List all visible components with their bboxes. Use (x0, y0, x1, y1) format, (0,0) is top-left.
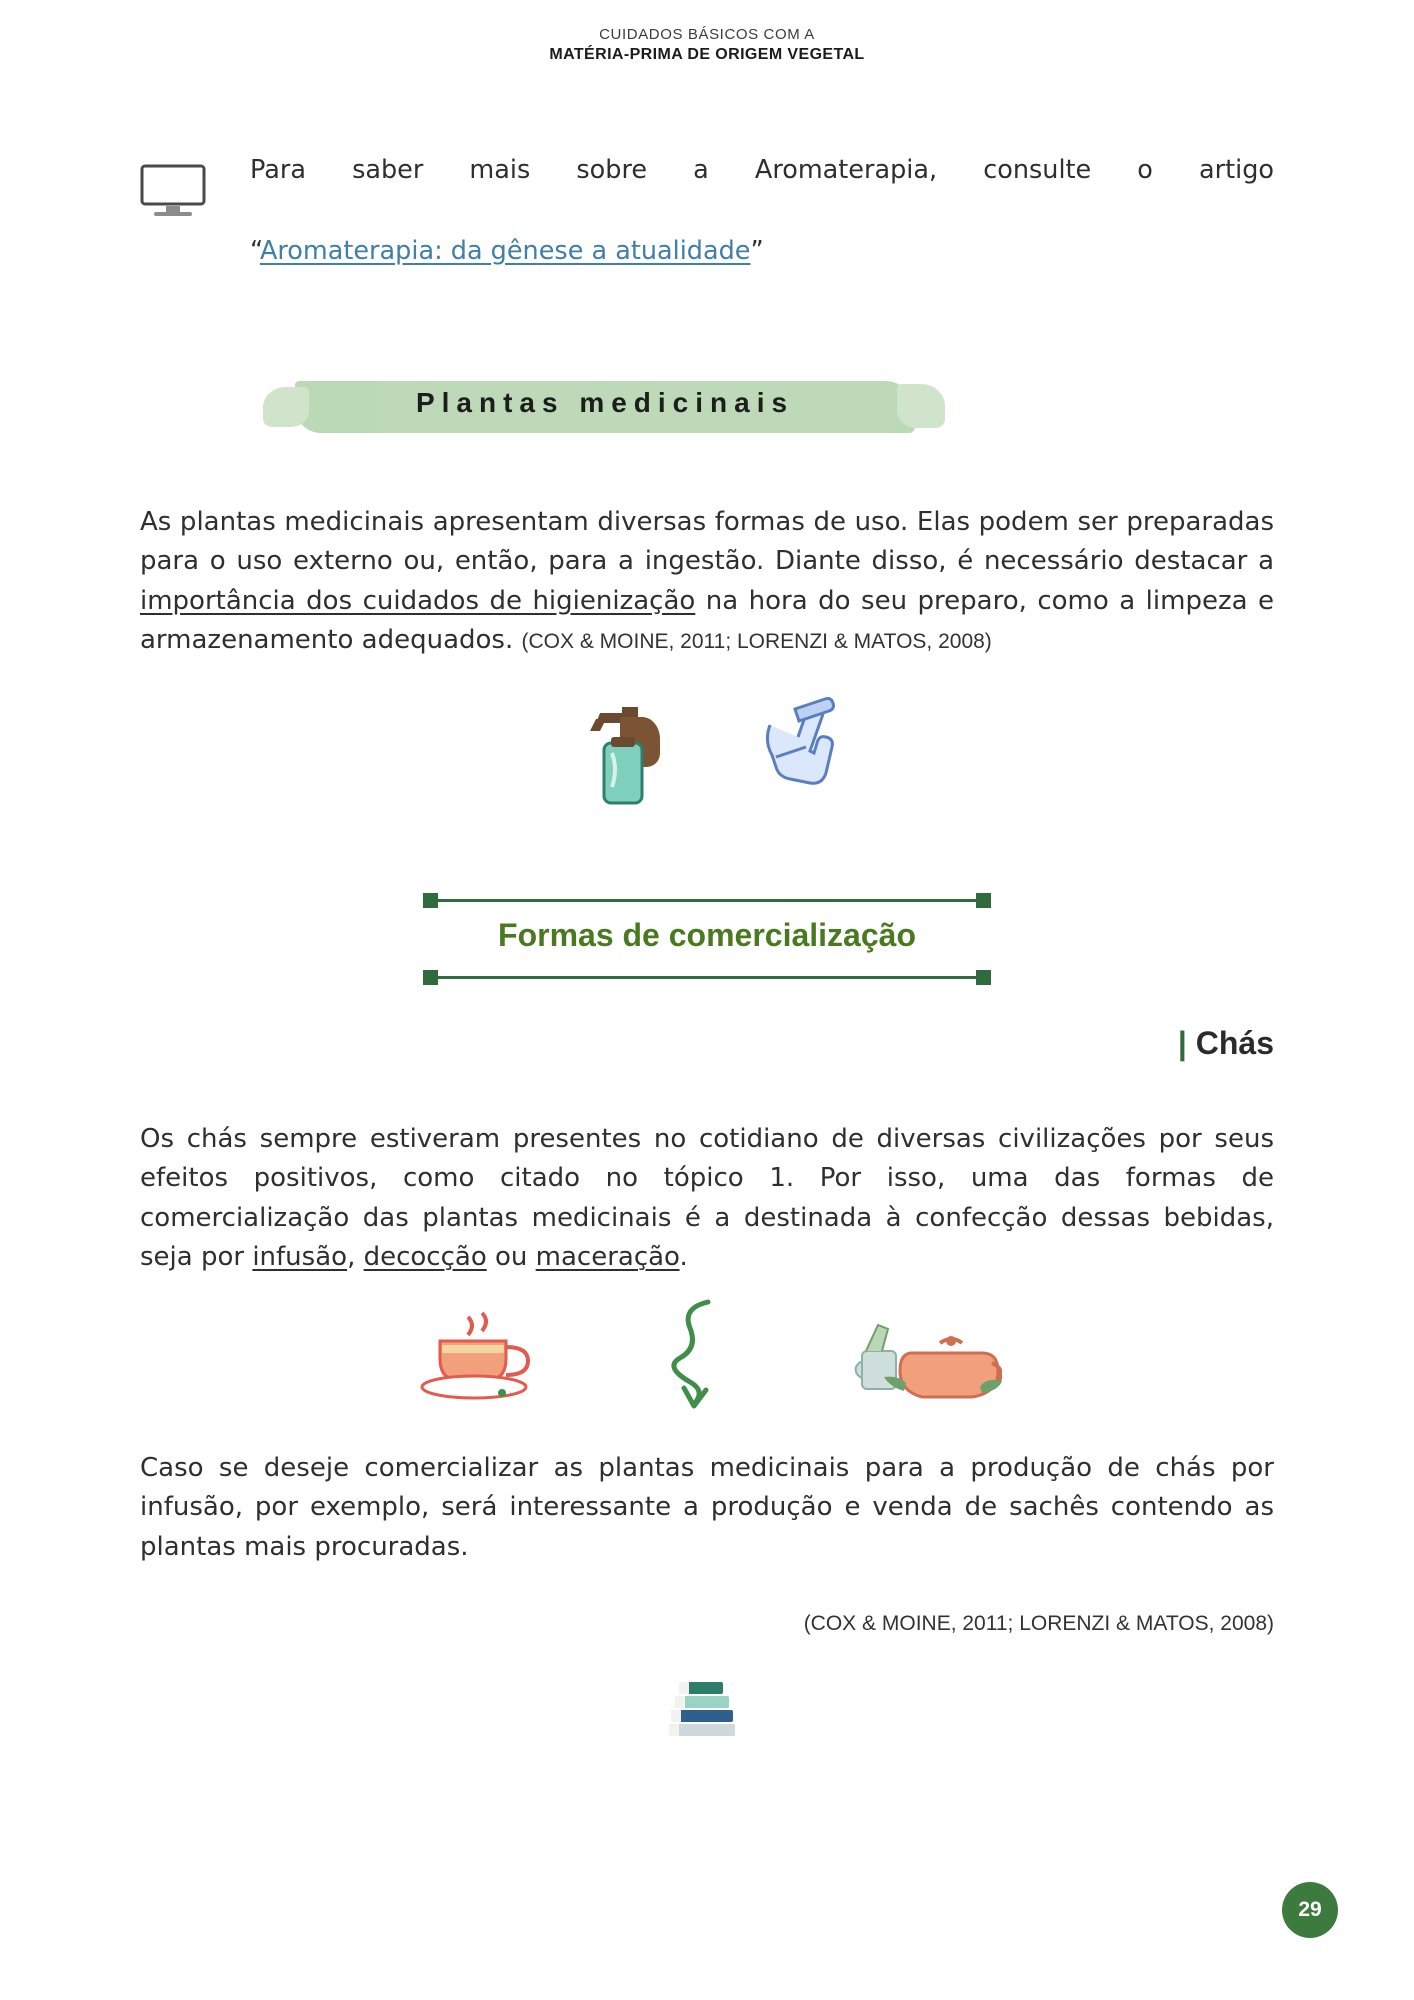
header-subtitle: CUIDADOS BÁSICOS COM A (599, 26, 815, 43)
page-number-badge: 29 (1282, 1882, 1338, 1938)
heading-cap-bottom-right (976, 970, 991, 985)
header-title: MATÉRIA-PRIMA DE ORIGEM VEGETAL (549, 45, 865, 63)
subsection-pipe: | (1177, 1024, 1187, 1061)
tea-icons-row (140, 1296, 1274, 1415)
sep-2: ou (486, 1242, 536, 1273)
sep-3: . (679, 1242, 688, 1273)
term-decoccao: decocção (363, 1242, 487, 1273)
chas-paragraph (140, 1120, 1274, 1278)
gloved-hand-icon (740, 695, 845, 819)
term-infusao: infusão (252, 1242, 348, 1273)
formas-comercializacao-title: Formas de comercialização (498, 916, 916, 953)
plantas-medicinais-paragraph (140, 503, 1274, 661)
sep-1: , (347, 1242, 364, 1273)
callout-text (250, 150, 1274, 271)
callout-read-more (140, 150, 1274, 271)
books-icon-wrap (140, 1676, 1274, 1748)
page-content (140, 150, 1274, 1748)
formas-comercializacao-heading (427, 889, 987, 989)
callout-line-1: Para saber mais sobre a Aromaterapia, consulte o artigo (250, 155, 1274, 185)
heading-cap-top-right (976, 893, 991, 908)
green-arrow-icon (662, 1296, 732, 1415)
quote-open: “ (250, 235, 260, 266)
heading-rule-top (427, 899, 987, 902)
teacup-icon (412, 1301, 542, 1410)
subsection-label: Chás (1195, 1024, 1274, 1061)
sache-paragraph: Caso se deseje comercializar as plantas medicinais para a produção de chás por infusão, por exemplo, será interessante a produção e venda de sachês contendo as plantas mais procuradas. (140, 1452, 1274, 1562)
paragraph-part-2: na hora do seu preparo, como a limpeza e armazenamento adequados. (140, 585, 1275, 656)
books-icon (665, 1676, 749, 1748)
hygiene-icons-row (140, 695, 1274, 819)
heading-cap-bottom-left (423, 970, 438, 985)
subsection-chas (140, 1025, 1274, 1062)
citation-plantas: (COX & MOINE, 2011; LORENZI & MATOS, 2008) (521, 630, 992, 654)
plantas-medicinais-title: Plantas medicinais (415, 386, 795, 418)
teapot-icon (852, 1301, 1002, 1410)
page-header (0, 26, 1414, 65)
paragraph-underlined-term: importância dos cuidados de higienização (140, 585, 696, 616)
spray-bottle-icon (570, 697, 680, 816)
chas-paragraph-part-1: Os chás sempre estiveram presentes no cotidiano de diversas civilizações por seus efeitos positivos, como citado no tópico 1. Por isso, uma das formas de comercialização das plantas medicinais é a destinada à confecção dessas bebidas, seja por (140, 1123, 1274, 1273)
heading-rule-bottom (427, 976, 987, 979)
monitor-icon (140, 150, 250, 222)
plantas-medicinais-heading (140, 381, 1274, 443)
quote-close: ” (750, 235, 764, 266)
citation-comercializacao: (COX & MOINE, 2011; LORENZI & MATOS, 2008) (803, 1611, 1274, 1635)
aromaterapia-article-link[interactable]: Aromaterapia: da gênese a atualidade (259, 235, 751, 266)
paragraph-part-1: As plantas medicinais apresentam diversas formas de uso. Elas podem ser preparadas para o uso externo ou, então, para a ingestão. Diante disso, é necessário destacar a (140, 506, 1274, 577)
heading-cap-top-left (423, 893, 438, 908)
term-maceracao: maceração (535, 1242, 680, 1273)
